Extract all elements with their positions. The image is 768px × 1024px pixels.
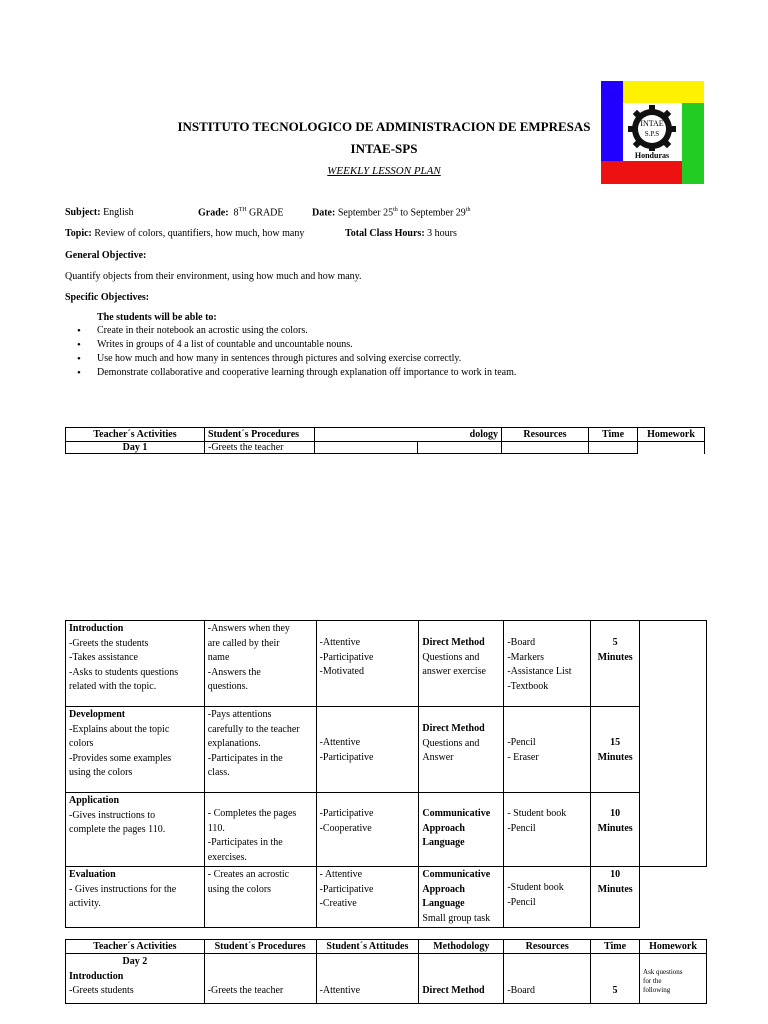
cell-text: Questions and: [422, 737, 480, 749]
day1-label: Day 1: [66, 442, 205, 454]
cell-text: -Creative: [319, 898, 357, 909]
cell-text: - Gives instructions for the: [69, 883, 177, 895]
eval-attitudes-cell: [316, 867, 419, 928]
cell-text: answer exercise: [422, 666, 486, 677]
cell-text: 5: [612, 985, 618, 996]
cell-text: -Takes assistance: [69, 652, 138, 663]
day2-method-cell: [419, 954, 504, 1004]
topic-value: Review of colors, quantifiers, how much, how many: [94, 228, 305, 239]
day2-teacher-cell: [66, 954, 205, 1004]
app-attitudes-cell: [316, 793, 419, 867]
cell-text: are called by their: [207, 637, 280, 649]
cell-text: -Textbook: [507, 680, 549, 692]
institute-name: INSTITUTO TECNOLOGICO DE ADMINISTRACION DE EMPRESAS: [177, 119, 591, 134]
dev-time-cell: [591, 707, 640, 793]
cell-text: Approach: [422, 822, 465, 834]
objective-item: • Create in their notebook an acrostic using the colors.: [65, 324, 725, 338]
cell-text: 110.: [207, 822, 225, 834]
header-teacher-activities: Teacher´s Activities: [66, 940, 205, 954]
cell-text: related with the topic.: [69, 681, 157, 692]
header-student-attitudes: Student´s Attitudes: [316, 940, 419, 954]
homework-cell: [640, 621, 707, 867]
empty-cell: [502, 442, 589, 454]
day2-table: [65, 939, 707, 1004]
app-time-cell: [591, 793, 640, 867]
cell-text: using the colors: [207, 883, 272, 895]
cell-text: - Eraser: [507, 751, 539, 763]
dev-method-cell: [419, 707, 504, 793]
eval-student-cell: [204, 867, 316, 928]
cell-text: -Participative: [319, 751, 374, 763]
cell-text: colors: [69, 738, 94, 749]
logo-country-text: Honduras: [634, 151, 670, 160]
cell-text: Answer: [422, 752, 454, 763]
table-row: [66, 621, 707, 707]
cell-text: questions.: [207, 681, 249, 692]
cell-text: Language: [422, 898, 465, 909]
header-homework: Homework: [638, 428, 705, 442]
app-method-cell: [419, 793, 504, 867]
empty-cell: [589, 442, 638, 454]
cell-text: -Participates in the: [207, 837, 283, 848]
eval-teacher-cell: [66, 867, 205, 928]
cell-text: Ask questions: [643, 968, 683, 976]
date-line: [312, 207, 470, 218]
objectives-list: [65, 324, 725, 380]
objective-item: • Writes in groups of 4 a list of countable and uncountable nouns.: [65, 338, 725, 352]
section-title: Introduction: [69, 970, 124, 982]
cell-text: -Gives instructions to: [69, 809, 156, 821]
general-objective-text: Quantify objects from their environment, using how much and how many.: [65, 271, 362, 282]
table-row: [66, 707, 707, 793]
cell-text: -Answers when they: [207, 623, 290, 634]
dev-resources-cell: [504, 707, 591, 793]
plan-title: WEEKLY LESSON PLAN: [327, 165, 441, 177]
header-resources: Resources: [502, 428, 589, 442]
dev-teacher-cell: [66, 707, 205, 793]
grade-number: 8: [233, 207, 239, 219]
cell-text: -Attentive: [319, 637, 361, 648]
topic-line: [65, 228, 304, 239]
cell-text: Minutes: [597, 822, 633, 834]
cell-text: -Cooperative: [319, 822, 372, 834]
cell-text: - Student book: [507, 808, 567, 819]
day2-homework-cell: [640, 954, 707, 1004]
cell-text: -Markers: [507, 651, 544, 663]
cell-text: -Pencil: [507, 896, 536, 908]
day2-student-cell: [204, 954, 316, 1004]
cell-text: -Provides some examples: [69, 752, 172, 764]
empty-cell: [640, 867, 707, 928]
header-student-procedures: Student´s Procedures: [205, 428, 315, 442]
dev-student-cell: [204, 707, 316, 793]
hours-label: Total Class Hours:: [345, 228, 425, 239]
day2-resource-cell: [504, 954, 591, 1004]
cell-text: -Participative: [319, 883, 374, 895]
table-row: [66, 954, 707, 1004]
specific-objectives-label: Specific Objectives:: [65, 292, 150, 303]
header-resources: Resources: [504, 940, 591, 954]
cell-text: name: [207, 652, 230, 663]
cell-text: -Greets the teacher: [207, 985, 284, 996]
cell-text: - Creates an acrostic: [207, 869, 290, 880]
cell-text: -Pays attentions: [207, 709, 272, 720]
table-row: [66, 793, 707, 867]
logo-ring-text: INTAE: [640, 119, 664, 128]
objective-item: • Demonstrate collaborative and cooperative learning through explanation off importance to work in team.: [65, 366, 725, 380]
cell-text: 10: [610, 808, 621, 819]
cell-text: Questions and: [422, 651, 480, 663]
date-start-suffix: th: [393, 207, 398, 213]
cell-text: -Attentive: [319, 737, 361, 748]
day2-attitude-cell: [316, 954, 419, 1004]
cell-text: Approach: [422, 883, 465, 895]
dev-attitudes-cell: [316, 707, 419, 793]
header-teacher-activities: Teacher´s Activities: [66, 428, 205, 442]
date-end-suffix: th: [465, 207, 471, 213]
grade-rest: GRADE: [249, 207, 284, 219]
cell-text: 15: [610, 737, 621, 748]
cell-text: -Student book: [507, 882, 564, 893]
cell-text: Direct Method: [422, 637, 485, 648]
day1-student-greets: -Greets the teacher: [205, 442, 315, 454]
cell-text: Language: [422, 837, 465, 848]
day1-activities-table: [65, 620, 707, 928]
section-title: Evaluation: [69, 869, 116, 880]
general-objective-label: General Objective:: [65, 250, 147, 261]
grade-line: [198, 207, 284, 218]
empty-cell: [638, 442, 705, 454]
grade-suffix: TH: [238, 207, 247, 213]
day2-time-cell: [591, 954, 640, 1004]
cell-text: -Explains about the topic: [69, 723, 170, 735]
cell-text: -Participative: [319, 651, 374, 663]
header-attitudes: [315, 428, 418, 442]
header-homework: Homework: [640, 940, 707, 954]
cell-text: -Participative: [319, 808, 374, 819]
app-student-cell: [204, 793, 316, 867]
cell-text: -Answers the: [207, 666, 261, 678]
intro-resources-cell: [504, 621, 591, 707]
app-teacher-cell: [66, 793, 205, 867]
subject-label: Subject:: [65, 207, 101, 218]
header-time: Time: [589, 428, 638, 442]
cell-text: -Pencil: [507, 822, 536, 834]
cell-text: -Greets the students: [69, 637, 149, 649]
intro-method-cell: [419, 621, 504, 707]
cell-text: explanations.: [207, 738, 261, 749]
grade-label: Grade:: [198, 207, 229, 219]
cell-text: -Participates in the: [207, 752, 283, 764]
cell-text: - Completes the pages: [207, 808, 297, 819]
date-label: Date:: [312, 207, 336, 219]
cell-text: -Asks to students questions: [69, 666, 179, 678]
header-time: Time: [591, 940, 640, 954]
section-title: Application: [69, 795, 120, 806]
cell-text: -Motivated: [319, 666, 364, 677]
able-label: The students will be able to:: [97, 312, 217, 323]
cell-text: -Board: [507, 637, 536, 648]
section-title: Development: [69, 709, 126, 720]
objective-item: • Use how much and how many in sentences through pictures and solving exercise correctly.: [65, 352, 725, 366]
header-methodology: Methodology: [419, 940, 504, 954]
cell-text: using the colors: [69, 767, 133, 778]
cell-text: -Assistance List: [507, 666, 572, 677]
intro-time-cell: [591, 621, 640, 707]
cell-text: Minutes: [597, 883, 633, 895]
cell-text: Direct Method: [422, 723, 485, 734]
hours-value: 3 hours: [427, 228, 457, 239]
cell-text: Small group task: [422, 912, 491, 924]
intro-student-cell: [204, 621, 316, 707]
cell-text: complete the pages 110.: [69, 824, 166, 835]
hours-line: [345, 228, 457, 239]
cell-text: Direct Method: [422, 985, 485, 996]
cell-text: Minutes: [597, 751, 633, 763]
eval-time-cell: [591, 867, 640, 928]
date-end: to September 29: [400, 207, 466, 219]
section-title: Introduction: [69, 623, 124, 634]
cell-text: following: [643, 986, 671, 994]
day1-header-table: [65, 427, 705, 454]
eval-method-cell: [419, 867, 504, 928]
date-start: September 25: [337, 207, 394, 219]
subject-value: English: [103, 207, 134, 218]
cell-text: -Pencil: [507, 737, 536, 748]
app-resources-cell: [504, 793, 591, 867]
cell-text: for the: [643, 977, 662, 985]
header-student-procedures: Student´s Procedures: [204, 940, 316, 954]
header-methodology: dology: [417, 428, 502, 442]
cell-text: -Board: [507, 985, 536, 996]
intro-teacher-cell: [66, 621, 205, 707]
cell-text: Minutes: [597, 651, 633, 663]
institute-short-name: INTAE-SPS: [350, 141, 418, 156]
cell-text: class.: [207, 767, 230, 778]
logo-sub-text: S.P.S: [644, 130, 660, 138]
eval-resources-cell: [504, 867, 591, 928]
cell-text: -Greets students: [69, 985, 134, 996]
intro-attitudes-cell: [316, 621, 419, 707]
cell-text: Communicative: [422, 869, 491, 880]
day2-label: Day 2: [122, 956, 148, 967]
cell-text: - Attentive: [319, 869, 363, 880]
cell-text: Communicative: [422, 808, 491, 819]
cell-text: activity.: [69, 898, 101, 909]
cell-text: 5: [612, 637, 618, 648]
cell-text: -Attentive: [319, 985, 361, 996]
cell-text: carefully to the teacher: [207, 723, 300, 735]
cell-text: exercises.: [207, 851, 247, 863]
empty-cell: [417, 442, 502, 454]
table-row: [66, 867, 707, 928]
empty-cell: [315, 442, 418, 454]
subject-line: [65, 207, 134, 218]
cell-text: 10: [610, 869, 621, 880]
topic-label: Topic:: [65, 228, 92, 239]
